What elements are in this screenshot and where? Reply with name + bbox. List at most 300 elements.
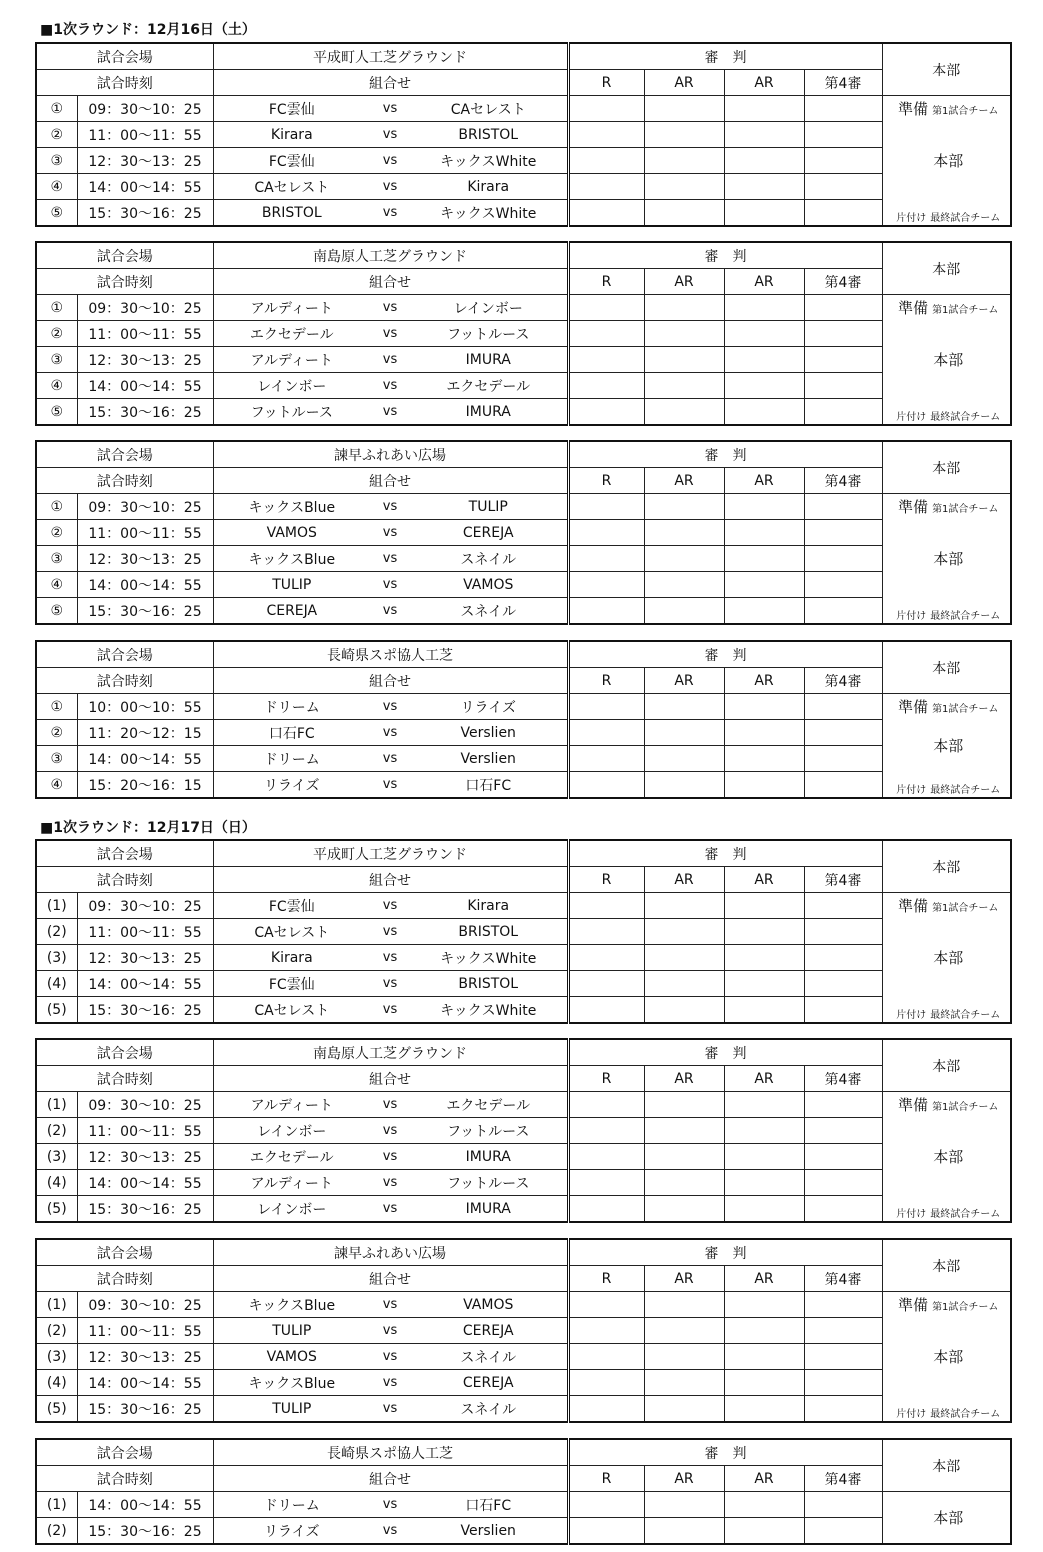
referee-slot <box>804 1492 882 1518</box>
vs-label: vs <box>382 1523 398 1538</box>
header-row <box>36 641 1011 668</box>
first-match-team-label: 第1試合チーム <box>932 504 999 516</box>
away-team: TULIP <box>468 498 508 515</box>
honbu-katazuke-cell <box>882 997 1011 1024</box>
referee-slot <box>568 546 644 572</box>
referee-slot <box>644 321 724 347</box>
referee-ar-label: AR <box>644 1266 724 1292</box>
referee-slot <box>644 1092 724 1118</box>
matchup-cell <box>213 694 568 720</box>
referee-slot <box>724 1318 804 1344</box>
referee-slot <box>644 295 724 321</box>
match-row <box>36 96 1011 122</box>
vs-label: vs <box>382 898 398 913</box>
referee-slot <box>804 1518 882 1545</box>
referee-slot <box>644 373 724 399</box>
home-team: アルディート <box>250 352 333 369</box>
matchup-label: 組合せ <box>213 468 568 494</box>
junbi-label: 準備 <box>898 897 929 916</box>
honbu-header: 本部 <box>882 441 1011 494</box>
honbu-label: 本部 <box>933 152 964 170</box>
match-number: (1) <box>36 1092 77 1118</box>
referee-slot <box>804 494 882 520</box>
header-row <box>36 1066 1011 1092</box>
honbu-katazuke-cell <box>882 200 1011 227</box>
home-team: CAセレスト <box>254 924 330 941</box>
venue-name: 南島原人工芝グラウンド <box>213 1039 568 1066</box>
match-row <box>36 720 1011 746</box>
home-team: アルディート <box>250 1175 333 1192</box>
referee-slot <box>724 1092 804 1118</box>
katazuke-label: 片付け <box>896 611 927 622</box>
referee-slot <box>568 1492 644 1518</box>
referee-slot <box>804 1396 882 1423</box>
away-team: エクセデール <box>446 1097 531 1114</box>
match-number: ④ <box>36 772 77 799</box>
matchup-cell <box>213 746 568 772</box>
referee-ar-label: AR <box>644 70 724 96</box>
away-team: BRISTOL <box>458 975 519 992</box>
referee-slot <box>724 295 804 321</box>
vs-label: vs <box>382 300 398 315</box>
away-team: CEREJA <box>462 1374 514 1391</box>
matchup-cell <box>213 347 568 373</box>
matchup-cell <box>213 893 568 919</box>
home-team: TULIP <box>272 1400 312 1417</box>
matchup-cell <box>213 1196 568 1223</box>
matchup-cell <box>213 546 568 572</box>
referee-label: 審 判 <box>568 1239 882 1266</box>
away-team: Kirara <box>467 178 510 195</box>
matchup-label: 組合せ <box>213 1466 568 1492</box>
referee-slot <box>724 96 804 122</box>
honbu-cell <box>882 1318 1011 1396</box>
referee-r-label: R <box>568 1066 644 1092</box>
match-number: ② <box>36 520 77 546</box>
honbu-junbi-cell <box>882 494 1011 520</box>
away-team: Kirara <box>467 897 510 914</box>
first-match-team-label: 第1試合チーム <box>932 1302 999 1314</box>
honbu-label: 本部 <box>933 1348 964 1366</box>
match-time: 15：30～16：25 <box>77 1518 213 1545</box>
venue-label: 試合会場 <box>36 840 213 867</box>
referee-slot <box>724 546 804 572</box>
honbu-cell <box>882 1492 1011 1545</box>
referee-slot <box>724 200 804 227</box>
junbi-label: 準備 <box>898 299 929 318</box>
header-row <box>36 1466 1011 1492</box>
venue-label: 試合会場 <box>36 641 213 668</box>
referee-slot <box>644 347 724 373</box>
match-number: (3) <box>36 945 77 971</box>
vs-label: vs <box>382 950 398 965</box>
honbu-katazuke-cell <box>882 399 1011 426</box>
match-row <box>36 200 1011 227</box>
referee-slot <box>644 945 724 971</box>
referee-r-label: R <box>568 1466 644 1492</box>
referee-slot <box>644 772 724 799</box>
match-time: 14：00～14：55 <box>77 174 213 200</box>
referee-slot <box>804 347 882 373</box>
matchup-cell <box>213 772 568 799</box>
time-label: 試合時刻 <box>36 468 213 494</box>
away-team: エクセデール <box>446 378 531 395</box>
match-row <box>36 347 1011 373</box>
referee-r-label: R <box>568 70 644 96</box>
referee-slot <box>644 1196 724 1223</box>
referee-slot <box>568 1396 644 1423</box>
time-label: 試合時刻 <box>36 70 213 96</box>
referee-slot <box>804 919 882 945</box>
fourth-official-label: 第4審 <box>804 1066 882 1092</box>
referee-slot <box>644 1318 724 1344</box>
match-number: ② <box>36 321 77 347</box>
match-time: 10：00～10：55 <box>77 694 213 720</box>
referee-slot <box>804 1092 882 1118</box>
match-row <box>36 971 1011 997</box>
matchup-cell <box>213 200 568 227</box>
venue-name: 諫早ふれあい広場 <box>213 1239 568 1266</box>
home-team: ドリーム <box>263 1497 320 1514</box>
venue-label: 試合会場 <box>36 242 213 269</box>
match-time: 09：30～10：25 <box>77 1092 213 1118</box>
referee-ar-label: AR <box>724 468 804 494</box>
match-number: (1) <box>36 1492 77 1518</box>
honbu-label: 本部 <box>933 1509 964 1527</box>
match-row <box>36 746 1011 772</box>
match-number: ② <box>36 122 77 148</box>
home-team: FC雲仙 <box>268 976 315 993</box>
match-time: 14：00～14：55 <box>77 572 213 598</box>
matchup-cell <box>213 1344 568 1370</box>
home-team: エクセデール <box>249 326 334 343</box>
fourth-official-label: 第4審 <box>804 668 882 694</box>
venue-label: 試合会場 <box>36 441 213 468</box>
honbu-katazuke-cell <box>882 598 1011 625</box>
match-row <box>36 997 1011 1024</box>
match-time: 15：30～16：25 <box>77 1396 213 1423</box>
vs-label: vs <box>382 404 398 419</box>
match-row <box>36 174 1011 200</box>
junbi-label: 準備 <box>898 698 929 717</box>
honbu-katazuke-cell <box>882 1196 1011 1223</box>
katazuke-label: 片付け <box>896 412 927 423</box>
home-team: Kirara <box>270 949 313 966</box>
away-team: BRISTOL <box>458 126 519 143</box>
honbu-cell <box>882 321 1011 399</box>
referee-slot <box>724 1396 804 1423</box>
referee-slot <box>568 1318 644 1344</box>
home-team: フットルース <box>250 404 333 421</box>
referee-slot <box>644 971 724 997</box>
referee-slot <box>644 96 724 122</box>
match-time: 15：30～16：25 <box>77 1196 213 1223</box>
referee-slot <box>724 1144 804 1170</box>
time-label: 試合時刻 <box>36 1066 213 1092</box>
referee-slot <box>724 997 804 1024</box>
home-team: キックスBlue <box>248 499 336 516</box>
home-team: FC雲仙 <box>268 153 315 170</box>
match-time: 12：30～13：25 <box>77 1344 213 1370</box>
matchup-cell <box>213 1518 568 1545</box>
fourth-official-label: 第4審 <box>804 70 882 96</box>
match-number: ③ <box>36 148 77 174</box>
vs-label: vs <box>382 725 398 740</box>
venue-schedule-table <box>35 1238 1012 1423</box>
referee-slot <box>568 321 644 347</box>
match-time: 15：30～16：25 <box>77 399 213 426</box>
referee-slot <box>804 96 882 122</box>
away-team: キックスWhite <box>440 205 537 222</box>
referee-slot <box>568 1196 644 1223</box>
match-time: 12：30～13：25 <box>77 1144 213 1170</box>
referee-slot <box>568 919 644 945</box>
home-team: FC雲仙 <box>268 101 315 118</box>
referee-slot <box>568 694 644 720</box>
matchup-cell <box>213 96 568 122</box>
katazuke-label: 片付け <box>896 1209 927 1220</box>
matchup-label: 組合せ <box>213 1066 568 1092</box>
referee-slot <box>804 746 882 772</box>
referee-slot <box>804 572 882 598</box>
referee-slot <box>724 772 804 799</box>
away-team: IMURA <box>465 1200 511 1217</box>
honbu-header: 本部 <box>882 1039 1011 1092</box>
match-row <box>36 893 1011 919</box>
katazuke-label: 片付け <box>896 213 927 224</box>
home-team: レインボー <box>257 1123 327 1140</box>
away-team: IMURA <box>465 403 511 420</box>
referee-slot <box>568 572 644 598</box>
away-team: フットルース <box>447 326 530 343</box>
home-team: アルディート <box>250 1097 333 1114</box>
matchup-cell <box>213 1318 568 1344</box>
match-number: (2) <box>36 919 77 945</box>
home-team: レインボー <box>257 378 327 395</box>
referee-slot <box>804 1144 882 1170</box>
referee-slot <box>724 1370 804 1396</box>
matchup-cell <box>213 321 568 347</box>
day-header: ■1次ラウンド：12月16日（土） <box>40 22 256 38</box>
referee-slot <box>644 1118 724 1144</box>
referee-slot <box>804 321 882 347</box>
referee-slot <box>804 174 882 200</box>
honbu-label: 本部 <box>933 949 964 967</box>
referee-slot <box>644 174 724 200</box>
matchup-cell <box>213 919 568 945</box>
referee-slot <box>644 494 724 520</box>
match-time: 11：00～11：55 <box>77 520 213 546</box>
match-row <box>36 945 1011 971</box>
vs-label: vs <box>382 1149 398 1164</box>
vs-label: vs <box>382 1201 398 1216</box>
referee-slot <box>644 919 724 945</box>
away-team: Verslien <box>460 750 516 767</box>
referee-ar-label: AR <box>644 867 724 893</box>
match-time: 12：30～13：25 <box>77 546 213 572</box>
referee-slot <box>724 399 804 426</box>
home-team: TULIP <box>272 1322 312 1339</box>
match-row <box>36 1170 1011 1196</box>
match-time: 12：30～13：25 <box>77 347 213 373</box>
referee-slot <box>724 1344 804 1370</box>
honbu-header: 本部 <box>882 43 1011 96</box>
first-match-team-label: 第1試合チーム <box>932 704 999 716</box>
away-team: レインボー <box>453 300 523 317</box>
vs-label: vs <box>382 1323 398 1338</box>
match-number: (5) <box>36 997 77 1024</box>
honbu-cell <box>882 1118 1011 1196</box>
match-row <box>36 1092 1011 1118</box>
referee-slot <box>724 174 804 200</box>
match-time: 15：30～16：25 <box>77 200 213 227</box>
home-team: レインボー <box>257 1201 327 1218</box>
venue-label: 試合会場 <box>36 1239 213 1266</box>
honbu-label: 本部 <box>933 737 964 755</box>
first-match-team-label: 第1試合チーム <box>932 305 999 317</box>
match-time: 14：00～14：55 <box>77 1170 213 1196</box>
header-row <box>36 1039 1011 1066</box>
referee-slot <box>568 971 644 997</box>
header-row <box>36 43 1011 70</box>
matchup-label: 組合せ <box>213 668 568 694</box>
venue-schedule-table <box>35 640 1012 799</box>
venue-name: 長崎県スポ協人工芝 <box>213 641 568 668</box>
match-time: 09：30～10：25 <box>77 1292 213 1318</box>
header-row <box>36 840 1011 867</box>
fourth-official-label: 第4審 <box>804 468 882 494</box>
vs-label: vs <box>382 1002 398 1017</box>
header-row <box>36 1439 1011 1466</box>
match-number: ④ <box>36 373 77 399</box>
matchup-cell <box>213 174 568 200</box>
header-row <box>36 1239 1011 1266</box>
vs-label: vs <box>382 1123 398 1138</box>
match-row <box>36 694 1011 720</box>
time-label: 試合時刻 <box>36 867 213 893</box>
venue-label: 試合会場 <box>36 1439 213 1466</box>
referee-slot <box>568 174 644 200</box>
honbu-header: 本部 <box>882 1439 1011 1492</box>
referee-label: 審 判 <box>568 840 882 867</box>
match-number: ⑤ <box>36 399 77 426</box>
match-number: ⑤ <box>36 200 77 227</box>
match-time: 15：30～16：25 <box>77 598 213 625</box>
fourth-official-label: 第4審 <box>804 867 882 893</box>
first-match-team-label: 第1試合チーム <box>932 106 999 118</box>
venue-name: 長崎県スポ協人工芝 <box>213 1439 568 1466</box>
header-row <box>36 242 1011 269</box>
honbu-cell <box>882 520 1011 598</box>
honbu-junbi-cell <box>882 96 1011 122</box>
matchup-label: 組合せ <box>213 1266 568 1292</box>
away-team: IMURA <box>465 351 511 368</box>
fourth-official-label: 第4審 <box>804 1266 882 1292</box>
junbi-label: 準備 <box>898 498 929 517</box>
referee-r-label: R <box>568 1266 644 1292</box>
matchup-cell <box>213 598 568 625</box>
last-match-team-label: 最終試合チーム <box>930 412 1001 423</box>
referee-slot <box>568 746 644 772</box>
matchup-cell <box>213 520 568 546</box>
vs-label: vs <box>382 751 398 766</box>
referee-slot <box>804 295 882 321</box>
referee-slot <box>724 598 804 625</box>
away-team: スネイル <box>460 603 517 620</box>
referee-slot <box>724 893 804 919</box>
referee-slot <box>724 919 804 945</box>
referee-slot <box>724 572 804 598</box>
vs-label: vs <box>382 1497 398 1512</box>
referee-ar-label: AR <box>724 70 804 96</box>
vs-label: vs <box>382 101 398 116</box>
referee-label: 審 判 <box>568 242 882 269</box>
header-row <box>36 1266 1011 1292</box>
match-time: 15：20～16：15 <box>77 772 213 799</box>
match-number: ① <box>36 494 77 520</box>
venue-name: 平成町人工芝グラウンド <box>213 840 568 867</box>
honbu-header: 本部 <box>882 1239 1011 1292</box>
referee-slot <box>644 1292 724 1318</box>
referee-slot <box>804 1318 882 1344</box>
away-team: フットルース <box>447 1175 530 1192</box>
referee-ar-label: AR <box>644 468 724 494</box>
venue-schedule-table <box>35 1038 1012 1223</box>
venue-schedule-table <box>35 839 1012 1024</box>
referee-slot <box>644 572 724 598</box>
referee-slot <box>568 373 644 399</box>
referee-slot <box>644 694 724 720</box>
match-number: (5) <box>36 1396 77 1423</box>
referee-slot <box>724 971 804 997</box>
honbu-katazuke-cell <box>882 772 1011 799</box>
match-row <box>36 598 1011 625</box>
referee-slot <box>724 1196 804 1223</box>
first-match-team-label: 第1試合チーム <box>932 903 999 915</box>
venue-schedule-table <box>35 440 1012 625</box>
vs-label: vs <box>382 205 398 220</box>
away-team: スネイル <box>460 1401 517 1418</box>
referee-slot <box>568 1144 644 1170</box>
vs-label: vs <box>382 378 398 393</box>
match-number: (1) <box>36 893 77 919</box>
referee-slot <box>568 1344 644 1370</box>
match-row <box>36 772 1011 799</box>
match-row <box>36 1396 1011 1423</box>
match-row <box>36 148 1011 174</box>
match-row <box>36 295 1011 321</box>
match-number: ③ <box>36 746 77 772</box>
katazuke-label: 片付け <box>896 1010 927 1021</box>
matchup-cell <box>213 373 568 399</box>
referee-slot <box>804 399 882 426</box>
honbu-junbi-cell <box>882 295 1011 321</box>
match-time: 14：00～14：55 <box>77 1492 213 1518</box>
referee-slot <box>568 520 644 546</box>
vs-label: vs <box>382 603 398 618</box>
home-team: VAMOS <box>266 1348 317 1365</box>
referee-slot <box>804 373 882 399</box>
referee-label: 審 判 <box>568 43 882 70</box>
match-time: 15：30～16：25 <box>77 997 213 1024</box>
referee-r-label: R <box>568 468 644 494</box>
honbu-katazuke-cell <box>882 1396 1011 1423</box>
time-label: 試合時刻 <box>36 1466 213 1492</box>
match-row <box>36 1144 1011 1170</box>
header-row <box>36 668 1011 694</box>
match-number: (4) <box>36 971 77 997</box>
referee-slot <box>644 122 724 148</box>
